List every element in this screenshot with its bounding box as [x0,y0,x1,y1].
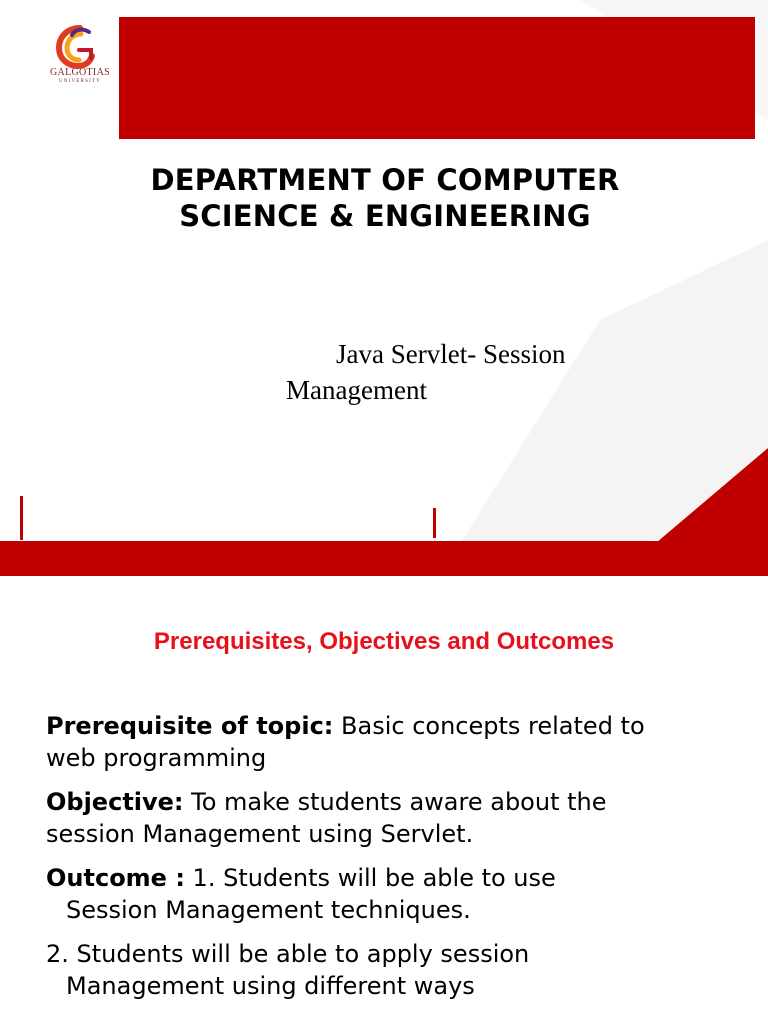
outcome-text-line2: Session Management techniques. [66,896,471,924]
outcome-text: 1. Students will be able to use [184,864,556,892]
outcome-label: Outcome : [46,864,185,892]
outcome2-line2: Management using different ways [66,972,475,1000]
prerequisite-text-line2: web programming [46,744,267,772]
logo-name: GALGOTIAS [50,67,110,78]
prerequisite-label: Prerequisite of topic: [46,712,334,740]
department-title-line1: DEPARTMENT OF COMPUTER [150,163,620,197]
prerequisite-text: Basic concepts related to [333,712,645,740]
objective-label: Objective: [46,788,184,816]
topic-title-line2: Management [286,375,427,405]
objective-text-line2: session Management using Servlet. [46,820,474,848]
outcome-paragraph [46,862,746,926]
slide-heading: Prerequisites, Objectives and Outcomes [153,628,615,655]
outcome2-paragraph [46,938,746,1002]
objective-paragraph [46,786,746,850]
topic-title-line1: Java Servlet- Session [336,339,566,369]
prerequisite-paragraph [46,710,746,774]
logo-subtitle: UNIVERSITY [59,79,101,84]
slide-body [46,710,746,1014]
department-title-line2: SCIENCE & ENGINEERING [179,199,591,233]
objectives-slide [0,584,768,1024]
objective-text: To make students aware about the [183,788,607,816]
outcome2-line1: 2. Students will be able to apply session [46,940,530,968]
